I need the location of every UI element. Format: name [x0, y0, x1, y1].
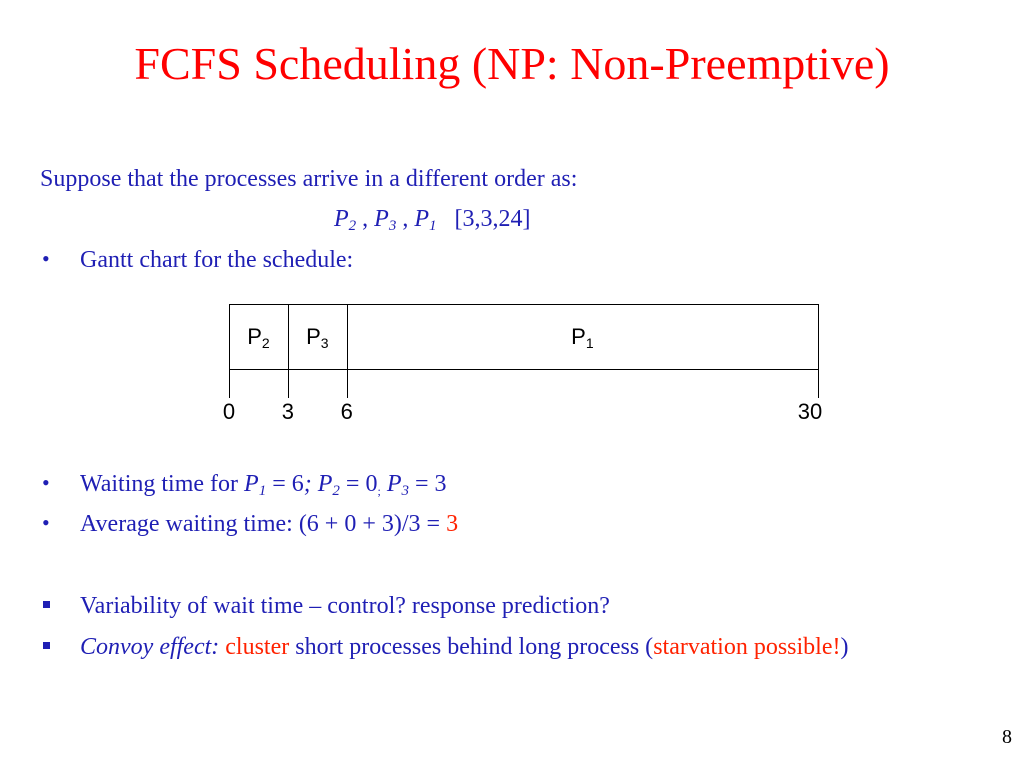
waiting-time-line: Waiting time for $P_1 = 6$; $P_2 = 0_;$ $P_3 = 3$ [80, 471, 447, 499]
gantt-tick-label: 0 [222, 399, 236, 424]
square-bullet-icon [43, 642, 50, 649]
variability-line: Variability of wait time – control? response prediction? [80, 593, 610, 619]
gantt-caption: Gantt chart for the schedule: [80, 247, 354, 273]
gantt-tick [818, 370, 819, 398]
bullet-icon: • [42, 470, 50, 495]
gantt-tick [229, 370, 230, 398]
convoy-effect-line: Convoy effect: cluster short processes behind long process (starvation possible!) [80, 634, 849, 660]
gantt-tick [288, 370, 289, 398]
gantt-tick-label: 6 [340, 399, 353, 424]
gantt-block-label: $P_1$ [571, 324, 594, 351]
burst-times: [3,3,24] [454, 206, 531, 232]
gantt-tick-label: 30 [797, 399, 823, 424]
gantt-tick-label: 3 [281, 399, 295, 424]
gantt-block-label: $P_3$ [306, 324, 329, 351]
average-waiting-line: Average waiting time: (6 + 0 + 3)/3 = 3 [80, 511, 459, 537]
average-result: 3 [446, 511, 459, 537]
slide-title: FCFS Scheduling (NP: Non-Preemptive) [134, 38, 890, 89]
bullet-icon: • [42, 246, 50, 271]
bullet-icon: • [42, 510, 50, 535]
convoy-term: Convoy effect: [80, 634, 220, 660]
gantt-block-label: $P_2$ [247, 324, 270, 351]
arrival-order: $P_2$ , $P_3$ , $P_1$ [3,3,24] [334, 206, 531, 234]
intro-text: Suppose that the processes arrive in a different order as: [40, 166, 578, 192]
page-number: 8 [1002, 726, 1012, 748]
gantt-tick [347, 370, 348, 398]
square-bullet-icon [43, 601, 50, 608]
